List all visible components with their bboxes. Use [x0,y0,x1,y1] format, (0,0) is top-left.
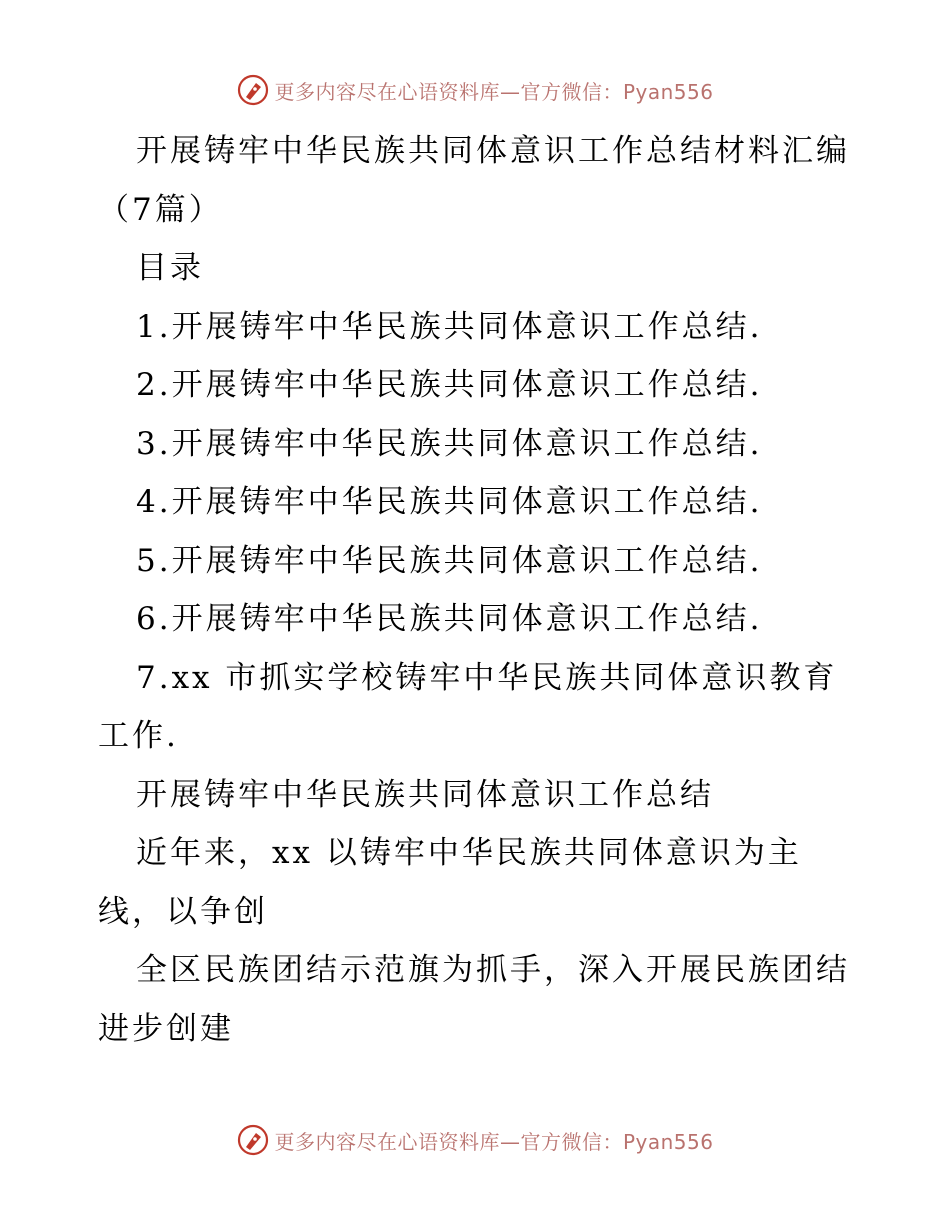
body-paragraph: 近年来，xx 以铸牢中华民族共同体意识为主线，以争创 [98,835,802,930]
document-title: 开展铸牢中华民族共同体意识工作总结材料汇编（7篇） [98,133,850,228]
toc-item-2: 2.开展铸牢中华民族共同体意识工作总结. [136,367,763,403]
toc-item-3: 3.开展铸牢中华民族共同体意识工作总结. [136,425,763,462]
document-body [98,122,858,1058]
footer-watermark-banner [0,1118,950,1162]
toc-item-6: 6.开展铸牢中华民族共同体意识工作总结. [136,601,763,637]
toc-item-5: 5.开展铸牢中华民族共同体意识工作总结. [136,542,763,579]
toc-item-7: 7.xx 市抓实学校铸牢中华民族共同体意识教育工作. [98,659,838,754]
toc-item-4: 4.开展铸牢中华民族共同体意识工作总结. [136,484,763,520]
header-watermark-text: 更多内容尽在心语资料库—官方微信：Pyan556 [274,79,714,104]
pen-nib-circle-icon [236,1123,270,1157]
footer-watermark-text: 更多内容尽在心语资料库—官方微信：Pyan556 [274,1129,714,1154]
toc-item-1: 1.开展铸牢中华民族共同体意识工作总结. [136,308,763,345]
toc-heading: 目录 [136,250,204,286]
pen-nib-circle-icon [236,73,270,107]
section-heading: 开展铸牢中华民族共同体意识工作总结 [136,776,714,813]
header-watermark-banner [0,68,950,112]
body-paragraph: 全区民族团结示范旗为抓手，深入开展民族团结进步创建 [98,952,850,1047]
